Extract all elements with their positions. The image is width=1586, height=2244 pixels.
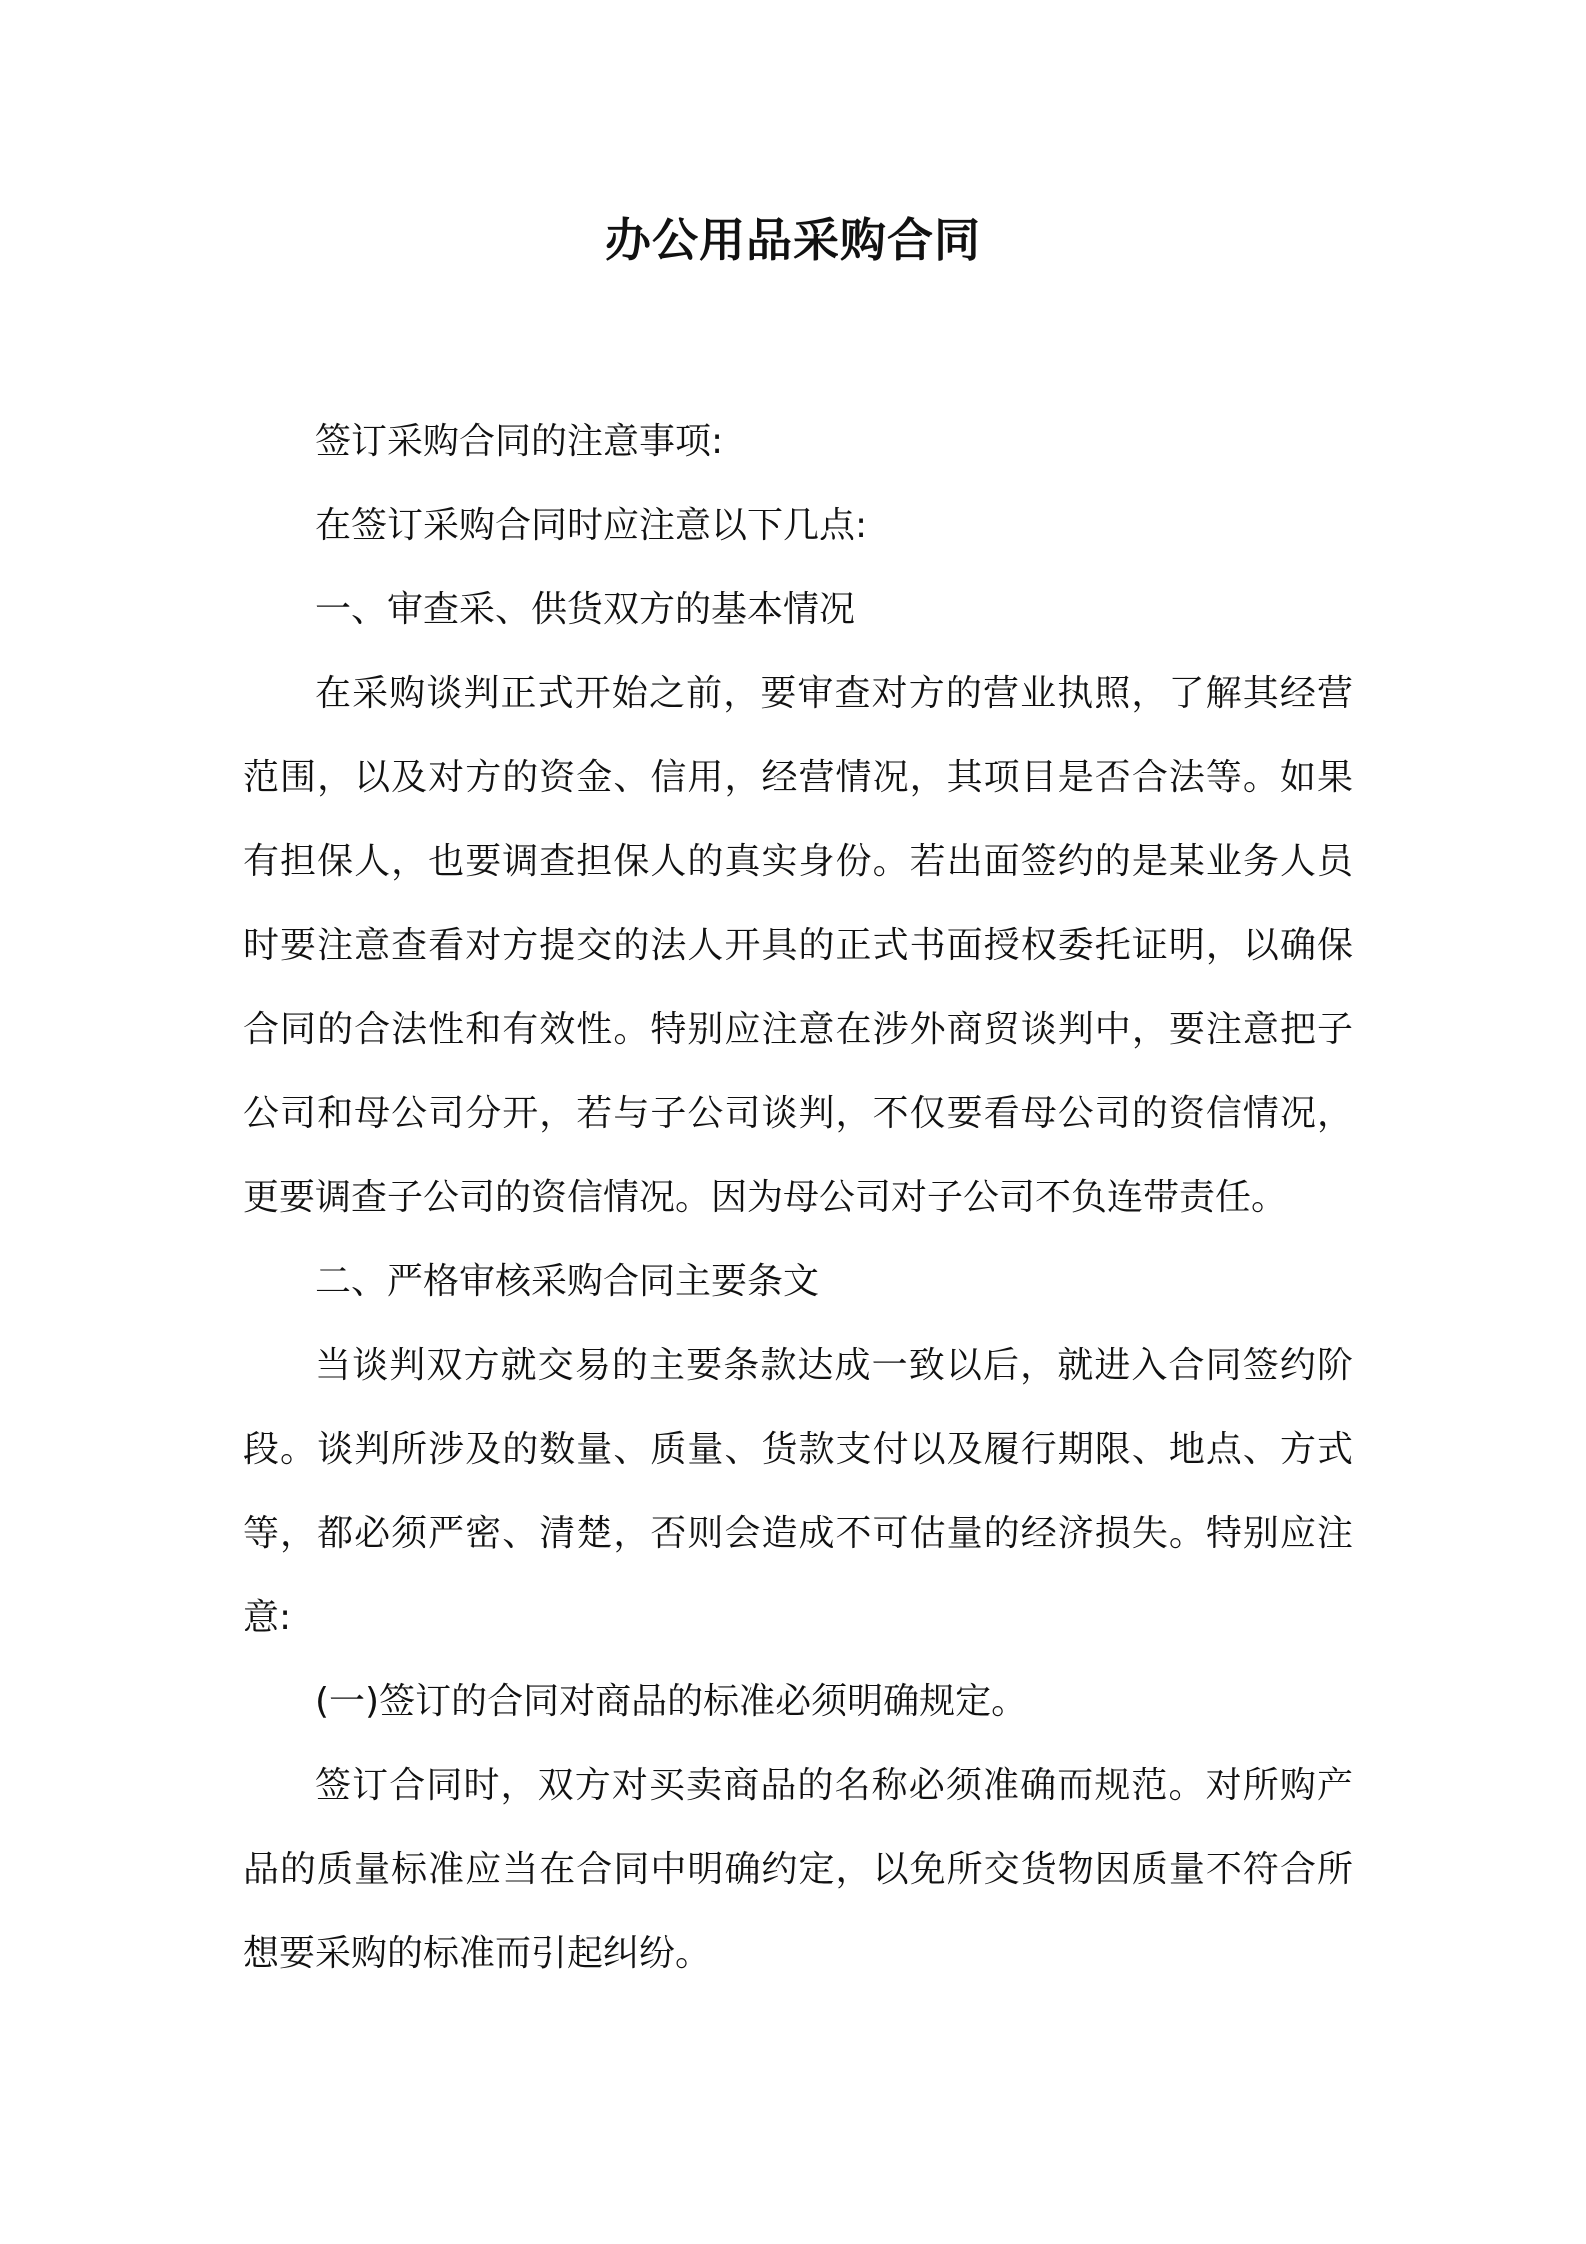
document-title: 办公用品采购合同 <box>605 213 981 267</box>
section-heading-2: 二、严格审核采购合同主要条文 <box>315 1261 820 1302</box>
section-heading-1: 一、审查采、供货双方的基本情况 <box>315 589 856 630</box>
document-body <box>243 400 1353 1996</box>
paragraph-intro: 在签订采购合同时应注意以下几点: <box>315 505 868 546</box>
subsection-heading-1: (一)签订的合同对商品的标准必须明确规定。 <box>315 1681 1028 1722</box>
paragraph-subsection-1: 签订合同时，双方对买卖商品的名称必须准确而规范。对所购产品的质量标准应当在合同中明确约定，以免所交货物因质量不符合所想要采购的标准而引起纠纷。 <box>243 1765 1353 1974</box>
paragraph-section-2: 当谈判双方就交易的主要条款达成一致以后，就进入合同签约阶段。谈判所涉及的数量、质量、货款支付以及履行期限、地点、方式等，都必须严密、清楚，否则会造成不可估量的经济损失。特别应注意: <box>243 1345 1353 1638</box>
paragraph-notes-heading: 签订采购合同的注意事项: <box>315 421 724 462</box>
paragraph-section-1: 在采购谈判正式开始之前，要审查对方的营业执照，了解其经营范围，以及对方的资金、信用，经营情况，其项目是否合法等。如果有担保人，也要调查担保人的真实身份。若出面签约的是某业务人员时要注意查看对方提交的法人开具的正式书面授权委托证明，以确保合同的合法性和有效性。特别应注意在涉外商贸谈判中，要注意把子公司和母公司分开，若与子公司谈判，不仅要看母公司的资信情况，更要调查子公司的资信情况。因为母公司对子公司不负连带责任。 <box>243 673 1353 1218</box>
